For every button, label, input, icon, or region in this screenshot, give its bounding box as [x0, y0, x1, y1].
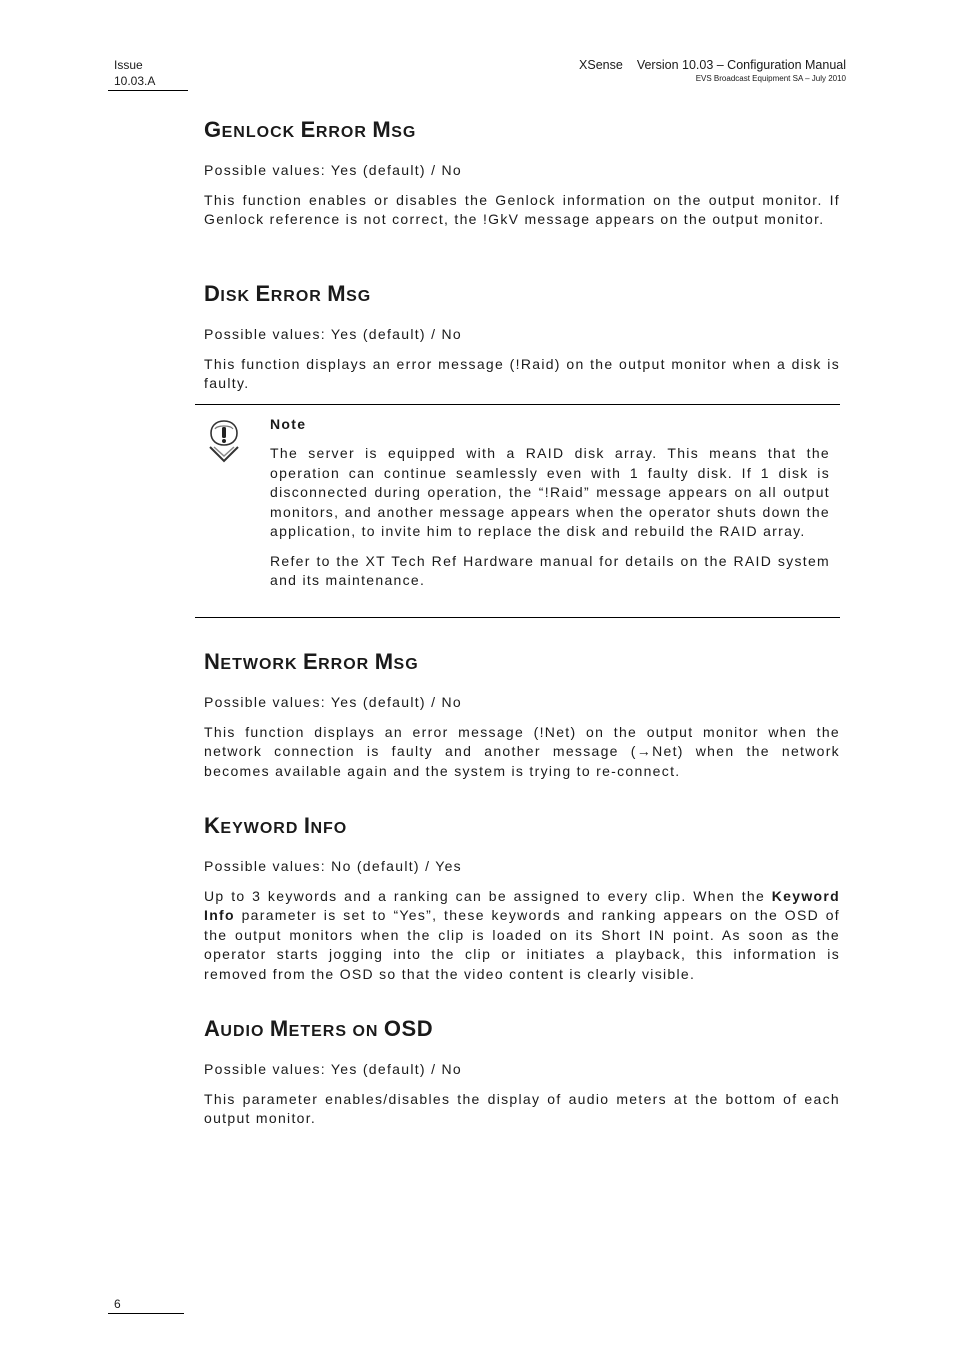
description: This parameter enables/disables the display of audio meters at the bottom of each output monitor. — [204, 1090, 840, 1126]
section-audio — [204, 1015, 840, 1129]
description-text: This function displays an error message (!Net) on the output monitor when the network connection is faulty and another message ( — [204, 723, 840, 759]
section-disk — [204, 280, 840, 394]
product-name: XSense — [579, 58, 623, 72]
note-box — [195, 404, 840, 618]
possible-values: Possible values: Yes (default) / No — [204, 162, 462, 178]
description-text: parameter is set to “Yes”, these keywords and ranking appears on the OSD of the output monitors when the clip is loaded on its Short IN point. As soon as the operator starts jogging into the clip or initiates a playback, this information is removed from the OSD so that the video content is clearly visible. — [204, 907, 840, 982]
note-title: Note — [270, 416, 307, 432]
description — [204, 887, 840, 985]
note-paragraph: The server is equipped with a RAID disk array. This means that the operation can continue seamlessly even with 1 faulty disk. If 1 disk is disconnected during operation, the “!Raid” message appears on all output monitors, and another message appears when the operator shuts down the application, to invite him to replace the disk and rebuild the RAID array. — [270, 445, 830, 539]
header-title-block — [579, 57, 846, 84]
page-number: 6 — [108, 1297, 184, 1314]
description — [204, 723, 840, 782]
note-body — [270, 415, 830, 591]
possible-values: Possible values: Yes (default) / No — [204, 1061, 462, 1077]
heading-disk-error-msg: DISK ERROR MSG — [204, 281, 372, 306]
heading-keyword-info: KEYWORD INFO — [204, 813, 348, 838]
note-warning-icon — [207, 419, 241, 463]
possible-values: Possible values: Yes (default) / No — [204, 326, 462, 342]
possible-values: Possible values: Yes (default) / No — [204, 694, 462, 710]
heading-audio-meters-on-osd: AUDIO METERS ON OSD — [204, 1016, 434, 1041]
note-paragraph: Refer to the XT Tech Ref Hardware manual for details on the RAID system and its maintenance. — [270, 552, 830, 588]
section-keyword — [204, 812, 840, 984]
heading-genlock-error-msg: GENLOCK ERROR MSG — [204, 117, 417, 142]
description: This function displays an error message (!Raid) on the output monitor when a disk is faulty. — [204, 355, 840, 391]
possible-values: Possible values: No (default) / Yes — [204, 858, 462, 874]
parameter-name: Keyword Info — [204, 887, 840, 923]
description-text: Net) when the network becomes available again and the system is trying to re-connect. — [204, 743, 840, 779]
description-text: Up to 3 keywords and a ranking can be assigned to every clip. When the — [204, 887, 772, 904]
arrow-right-icon: → — [636, 743, 653, 759]
document-title: Version 10.03 – Configuration Manual — [636, 58, 846, 72]
issue-number: 10.03.A — [114, 74, 156, 88]
section-genlock — [204, 116, 840, 230]
issue-label: Issue — [114, 58, 143, 72]
description: This function enables or disables the Genlock information on the output monitor. If Genlock reference is not correct, the !GkV message appears on the output monitor. — [204, 191, 840, 227]
heading-network-error-msg: NETWORK ERROR MSG — [204, 649, 419, 674]
section-network — [204, 648, 840, 781]
issue-block — [108, 57, 188, 91]
document-subtitle: EVS Broadcast Equipment SA – July 2010 — [695, 74, 846, 83]
